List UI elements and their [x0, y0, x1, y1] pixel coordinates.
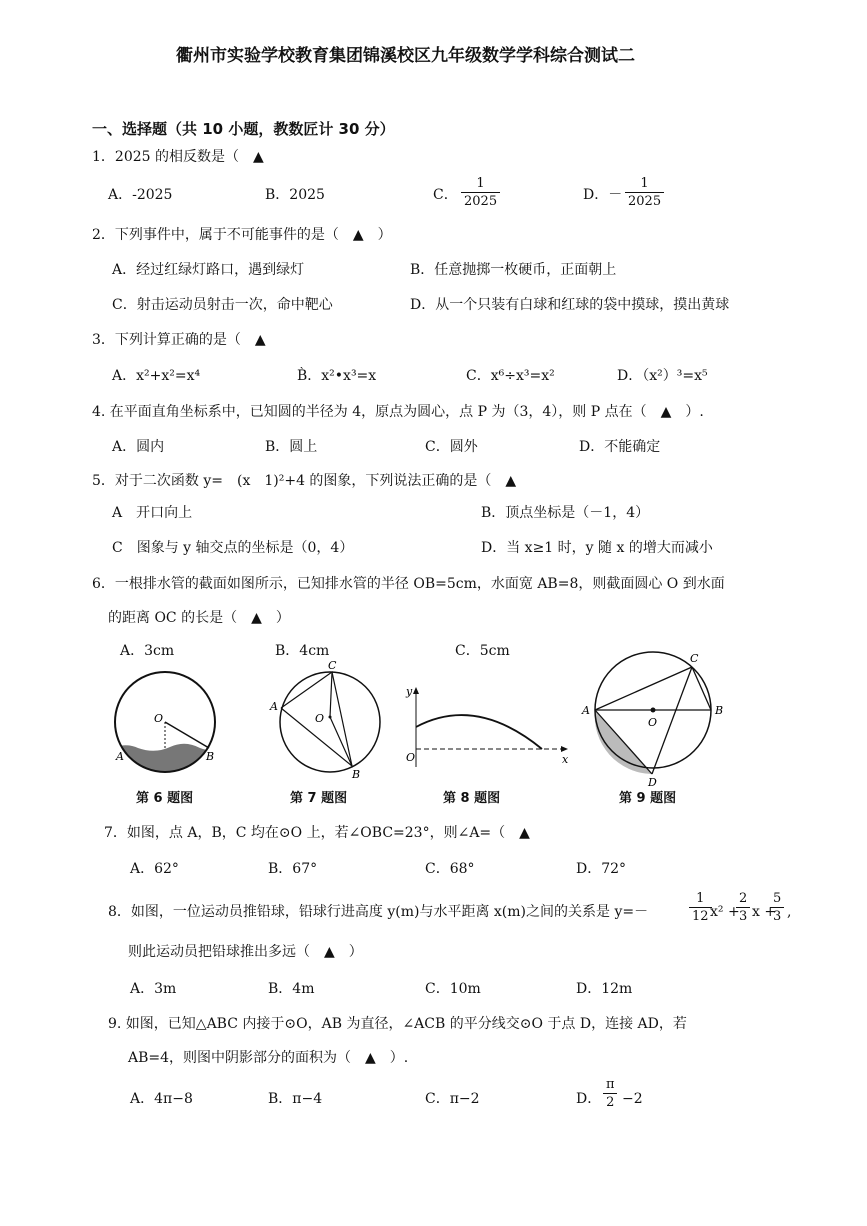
q6-stem-line1: 6．一根排水管的截面如图所示，已知排水管的半径 OB=5cm，水面宽 AB=8，则截面圆心 O 到水面: [92, 576, 725, 592]
q8-term-1: x² +: [710, 904, 740, 920]
q8-term-2: x +: [752, 904, 777, 920]
q4-stem: 4. 在平面直角坐标系中，已知圆的半径为 4，原点为圆心，点 P 为（3，4），则 P 点在（ ▲ ）.: [92, 404, 704, 420]
q4-option-d: D．不能确定: [579, 439, 661, 455]
fraction-denominator: 2: [603, 1093, 617, 1109]
label-c: C: [690, 652, 699, 665]
label-a: A: [116, 750, 124, 763]
label-o: O: [154, 712, 164, 725]
figure-9: [580, 652, 730, 787]
label-b: B: [206, 750, 215, 763]
q8-option-a: A．3m: [130, 981, 177, 997]
q4-option-a: A．圆内: [112, 439, 165, 455]
label-o: O: [406, 751, 416, 764]
figure-6-caption: 第 6 题图: [136, 791, 194, 806]
q8-option-c: C．10m: [425, 981, 481, 997]
fraction-numerator: π: [606, 1077, 615, 1092]
q5-option-b: B．顶点坐标是（－1，4）: [481, 505, 650, 521]
q8-tail: ,: [787, 904, 792, 920]
q1-option-d-fraction: [625, 177, 664, 208]
fraction-numerator: 2: [739, 891, 748, 906]
section-heading: 一、选择题（共 10 小题，教数匠计 30 分）: [92, 120, 395, 138]
fraction-denominator: 2025: [625, 192, 664, 208]
label-b: B: [352, 768, 361, 781]
fraction-denominator: 12: [689, 907, 712, 923]
figure-9-caption: 第 9 题图: [619, 791, 677, 806]
label-c: C: [328, 659, 337, 672]
figure-6: [110, 672, 220, 782]
q8-fraction-3: [770, 892, 784, 923]
fraction-numerator: 1: [640, 176, 649, 191]
q8-option-d: D．12m: [576, 981, 633, 997]
q6-option-c: C．5cm: [455, 643, 510, 659]
q9-stem-line1: 9. 如图，已知△ABC 内接于⊙O，AB 为直径，∠ACB 的平分线交⊙O 于点 D，连接 AD，若: [108, 1016, 687, 1032]
q1-option-c-label: C．: [433, 187, 458, 203]
q7-option-c: C．68°: [425, 861, 475, 877]
q9-option-c: C．π−2: [425, 1091, 480, 1107]
q7-option-d: D．72°: [576, 861, 627, 877]
q2-option-b: B．任意抛掷一枚硬币，正面朝上: [410, 262, 617, 278]
label-a: A: [270, 700, 278, 713]
label-x: x: [562, 753, 569, 766]
figure-7-caption: 第 7 题图: [290, 791, 348, 806]
q2-stem: 2．下列事件中，属于不可能事件的是（ ▲ ）: [92, 227, 392, 243]
q3-option-c: C．x⁶÷x³=x²: [466, 368, 555, 384]
q8-stem-line2: 则此运动员把铅球推出多远（ ▲ ）: [128, 944, 363, 960]
q6-stem-line2: 的距离 OC 的长是（ ▲ ）: [108, 610, 290, 626]
label-b: B: [715, 704, 724, 717]
q9-option-a: A．4π−8: [130, 1091, 193, 1107]
figure-8-caption: 第 8 题图: [443, 791, 501, 806]
q2-option-a: A．经过红绿灯路口，遇到绿灯: [112, 262, 305, 278]
q2-option-c: C．射击运动员射击一次，命中靶心: [112, 297, 333, 313]
label-y: y: [406, 685, 413, 698]
q9-option-d-tail: −2: [622, 1091, 643, 1107]
q3-stem: 3．下列计算正确的是（ ▲: [92, 332, 266, 348]
q8-stem-line1: 8．如图，一位运动员推铅球，铅球行进高度 y(m)与水平距离 x(m)之间的关系是 y=－: [108, 904, 649, 920]
fraction-numerator: 5: [773, 891, 782, 906]
q7-option-a: A．62°: [130, 861, 179, 877]
label-o: O: [315, 712, 325, 725]
q8-fraction-2: [736, 892, 750, 923]
q2-option-d: D．从一个只装有白球和红球的袋中摸球，摸出黄球: [410, 297, 730, 313]
q4-option-b: B．圆上: [265, 439, 318, 455]
q1-option-d-label: D．－: [583, 187, 623, 203]
q6-option-b: B．4cm: [275, 643, 330, 659]
q3-option-a: A．x²+x²=x⁴: [112, 368, 201, 384]
q5-stem: 5．对于二次函数 y= (x 1)²+4 的图象，下列说法正确的是（ ▲: [92, 473, 517, 489]
q9-option-d-fraction: [603, 1078, 618, 1109]
q4-option-c: C．圆外: [425, 439, 478, 455]
figure-8: [402, 683, 574, 773]
q5-option-a: A 开口向上: [112, 505, 193, 521]
q1-option-b: B．2025: [265, 187, 325, 203]
label-d: D: [648, 776, 657, 789]
q7-stem: 7．如图，点 A，B，C 均在⊙O 上，若∠OBC=23°，则∠A=（ ▲: [104, 825, 530, 841]
q3-option-b: B̀．x²•x³=x: [297, 368, 377, 384]
label-o: O: [648, 716, 658, 729]
q8-fraction-1: [689, 892, 712, 923]
label-a: A: [582, 704, 590, 717]
q5-option-d: D．当 x≥1 时，y 随 x 的增大而减小: [481, 540, 713, 556]
q6-option-a: A．3cm: [120, 643, 175, 659]
q9-stem-line2: AB=4，则图中阴影部分的面积为（ ▲ ）.: [128, 1050, 409, 1066]
fraction-denominator: 3: [770, 907, 784, 923]
fraction-denominator: 2025: [461, 192, 500, 208]
q7-option-b: B．67°: [268, 861, 318, 877]
fraction-numerator: 1: [476, 176, 485, 191]
fraction-denominator: 3: [736, 907, 750, 923]
q1-option-a: A．-2025: [108, 187, 173, 203]
q1-option-c-fraction: [461, 177, 500, 208]
q5-option-c: C 图象与 y 轴交点的坐标是（0，4）: [112, 540, 354, 556]
q3-option-d: D．（x²）³=x⁵: [617, 368, 708, 384]
q8-option-b: B．4m: [268, 981, 315, 997]
page-title: 衢州市实验学校教育集团锦溪校区九年级数学学科综合测试二: [176, 46, 635, 66]
fraction-numerator: 1: [696, 891, 705, 906]
figure-7: [268, 659, 388, 782]
q9-option-b: B．π−4: [268, 1091, 323, 1107]
q9-option-d-label: D．: [576, 1091, 602, 1107]
q1-stem: 1．2025 的相反数是（ ▲: [92, 149, 264, 165]
